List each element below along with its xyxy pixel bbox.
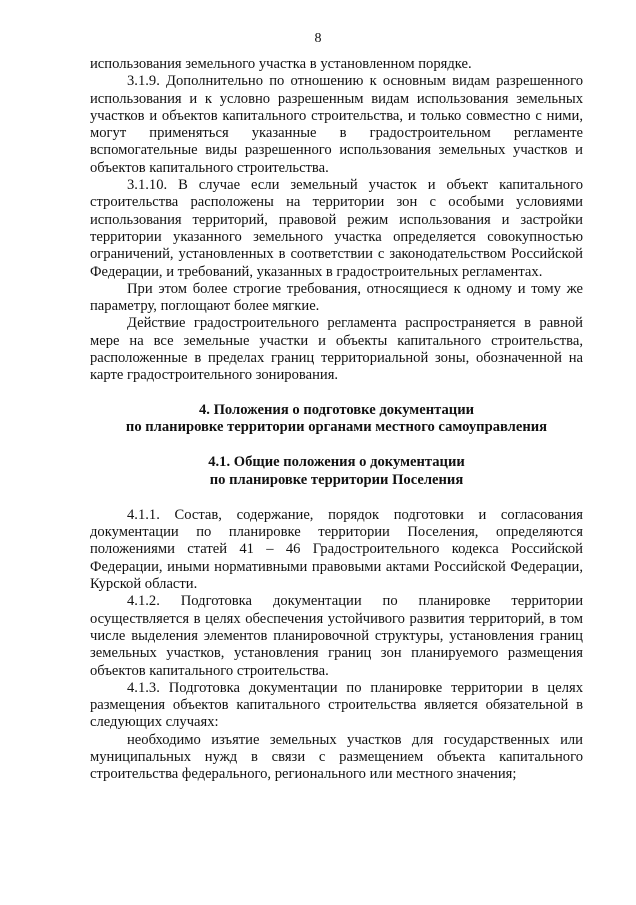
section-heading-4	[90, 402, 583, 437]
paragraph-3-1-9: 3.1.9. Дополнительно по отношению к основным видам разрешенного использования и к условно разрешенным видам использования земельных участков и объектов капитального строительства, и только совместно с ними, могут применяться указанные в градостроительном регламенте вспомогательные виды разрешенного использования земельных участков и объектов капитального строительства.	[90, 73, 583, 176]
section-heading-4-line-2: по планировке территории органами местного самоуправления	[125, 418, 548, 435]
paragraph-land-seizure-case: необходимо изъятие земельных участков для государственных или муниципальных нужд в связи с размещением объекта капитального строительства федерального, регионального или местного значения;	[90, 731, 583, 783]
paragraph-continuation: использования земельного участка в установленном порядке.	[90, 56, 472, 72]
page-number: 8	[314, 31, 322, 46]
spacer	[90, 436, 583, 454]
section-heading-4-line-1: 4. Положения о подготовке документации	[198, 401, 475, 418]
spacer	[90, 385, 583, 402]
paragraph-stricter-requirements: При этом более строгие требования, относящиеся к одному и тому же параметру, поглощают более мягкие.	[90, 280, 583, 315]
subsection-heading-4-1	[90, 454, 583, 489]
document-body	[90, 56, 583, 784]
subsection-heading-4-1-line-1: 4.1. Общие положения о документации	[208, 454, 465, 471]
paragraph-regulation-scope: Действие градостроительного регламента распространяется в равной мере на все земельные участки и объекты капитального строительства, расположенные в пределах границ территориальной зоны, обозначенной на карте градостроительного зонирования.	[90, 315, 583, 384]
subsection-heading-4-1-line-2: по планировке территории Поселения	[209, 471, 464, 488]
paragraph-4-1-1: 4.1.1. Состав, содержание, порядок подготовки и согласования документации по планировке территории Поселения, определяются положениями статей 41 – 46 Градостроительного кодекса Российской Федерации, иными нормативными правовыми актами Российской Федерации, Курской области.	[90, 506, 583, 593]
spacer	[90, 489, 583, 507]
paragraph-3-1-10: 3.1.10. В случае если земельный участок и объект капитального строительства расположены на территории зон с особыми условиями использования территорий, правовой режим использования и застройки территории указанного земельного участка определяется совокупностью ограничений, установленных в соответствии с законодательством Российской Федерации, и требований, указанных в градостроительных регламентах.	[90, 177, 583, 280]
paragraph-4-1-3: 4.1.3. Подготовка документации по планировке территории в целях размещения объектов капитального строительства является обязательной в следующих случаях:	[90, 679, 583, 731]
paragraph-4-1-2: 4.1.2. Подготовка документации по планировке территории осуществляется в целях обеспечения устойчивого развития территорий, в том числе выделения элементов планировочной структуры, установления границ земельных участков, установления границ зон планируемого размещения объектов капитального строительства.	[90, 593, 583, 679]
